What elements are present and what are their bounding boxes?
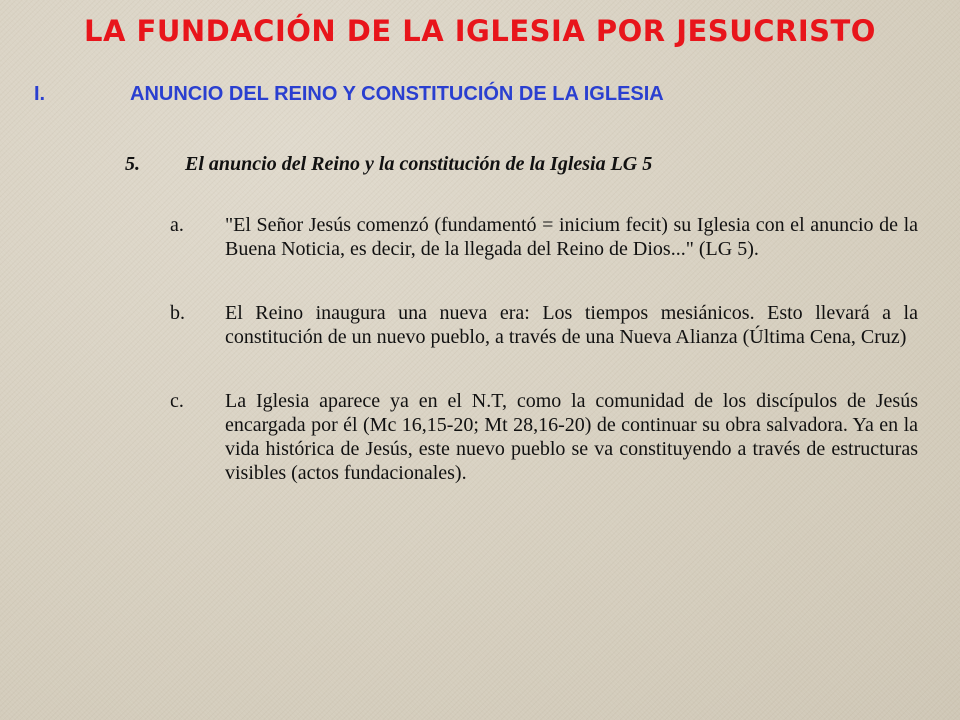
section-title: ANUNCIO DEL REINO Y CONSTITUCIÓN DE LA IGLESIA — [130, 83, 664, 105]
list-item-marker: b. — [170, 302, 185, 324]
subsection-heading — [125, 153, 652, 176]
section-number: I. — [34, 83, 46, 105]
list-item-text: El Reino inaugura una nueva era: Los tiempos mesiánicos. Esto llevará a la constitución de un nuevo pueblo, a través de una Nueva Alianza (Última Cena, Cruz) — [225, 302, 918, 348]
list-item-marker: a. — [170, 214, 184, 236]
list-item — [170, 301, 918, 349]
list-item — [170, 213, 918, 261]
list-item-text: La Iglesia aparece ya en el N.T, como la comunidad de los discípulos de Jesús encargada por él (Mc 16,15-20; Mt 28,16-20) de continuar su obra salvadora. Ya en la vida histórica de Jesús, este nuevo pueblo se va constituyendo a través de estructuras visibles (actos fundacionales). — [225, 390, 918, 484]
list-item-text: "El Señor Jesús comenzó (fundamentó = inicium fecit) su Iglesia con el anuncio de la Buena Noticia, es decir, de la llegada del Reino de Dios..." (LG 5). — [225, 214, 918, 260]
list-item — [170, 389, 918, 485]
list-item-marker: c. — [170, 390, 184, 412]
slide-title: LA FUNDACIÓN DE LA IGLESIA POR JESUCRISTO — [84, 14, 876, 48]
subsection-number: 5. — [125, 153, 140, 175]
section-heading — [34, 83, 664, 106]
subsection-title: El anuncio del Reino y la constitución de la Iglesia LG 5 — [185, 153, 653, 175]
item-list — [170, 213, 918, 525]
